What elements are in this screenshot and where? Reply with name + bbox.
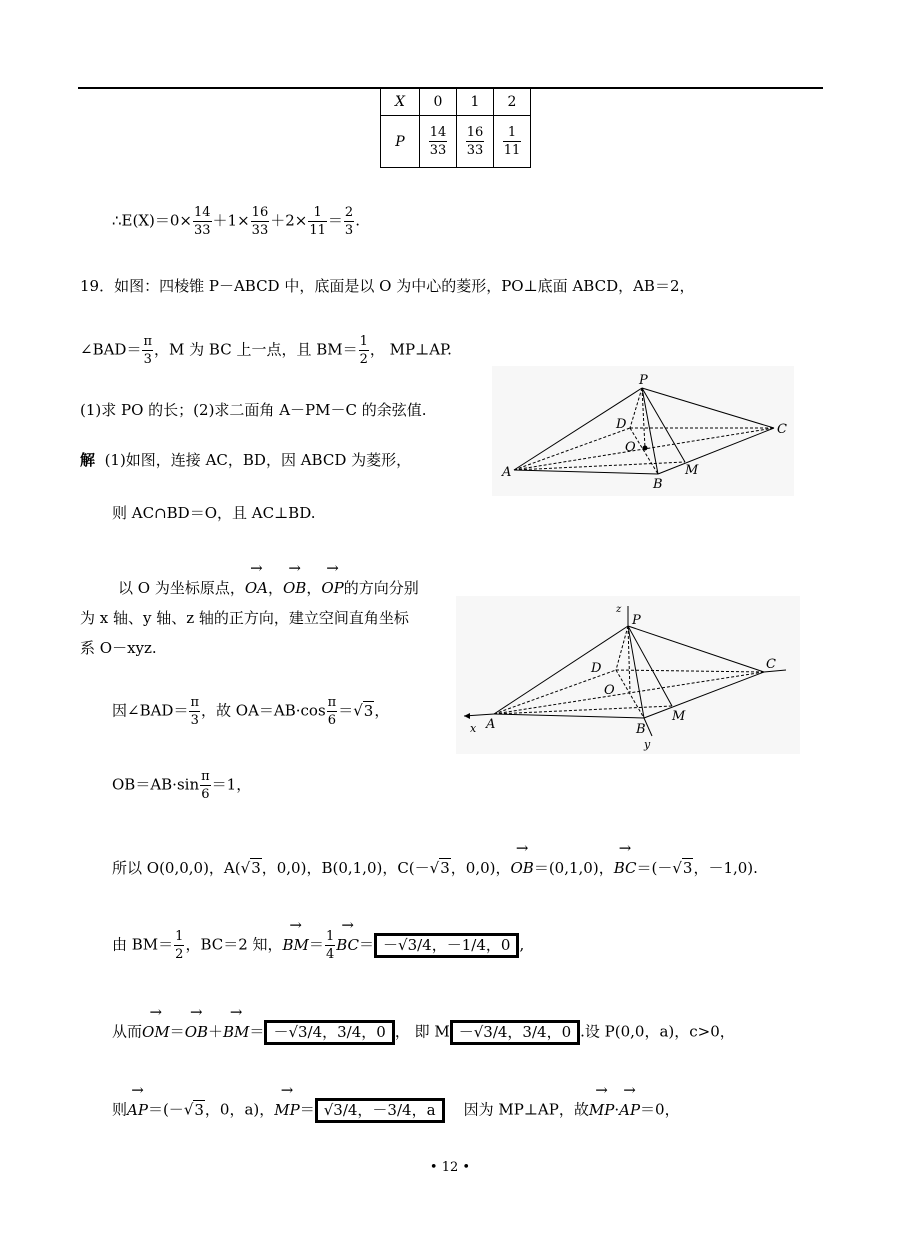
fig2-label: x: [470, 722, 477, 735]
fig2-label: P: [632, 613, 641, 628]
fig1-label: D: [616, 417, 627, 432]
fig2-label: D: [591, 661, 602, 676]
fig1-label: C: [777, 422, 787, 437]
table-row-label: P: [381, 116, 420, 168]
fig2-label: z: [616, 604, 622, 615]
problem-line-2: ∠BAD＝ $\frac{\pi}{3}$ ，M 为 BC 上一点，且 BM＝ $\frac{1}{2}$ ， MP⊥AP.: [80, 334, 452, 367]
fig2-label: O: [604, 683, 615, 698]
solution-line-1: 解 (1)如图，连接 AC，BD，因 ABCD 为菱形，: [80, 451, 412, 469]
pyramid-figure-2: [456, 596, 800, 754]
vector-bracket: －√3/4，－1/4，0: [374, 933, 519, 958]
fig1-label: M: [685, 463, 699, 478]
solution-line-10: 从而→ OM＝→ OB＋→ BM＝ －√3/4，3/4，0 ， 即 M －√3/4，3/4，0 .设 P(0,0，a)，c>0，: [112, 1020, 735, 1045]
table-cell: $\frac{16}{33}$: [457, 116, 494, 168]
problem-line-1: 19．如图：四棱锥 P－ABCD 中，底面是以 O 为中心的菱形，PO⊥底面 ABCD，AB＝2，: [80, 277, 695, 295]
fig1-label: O: [625, 440, 636, 455]
solution-line-2: 则 AC∩BD＝O，且 AC⊥BD.: [112, 504, 316, 522]
solution-line-7: OB＝AB·sin $\frac{\pi}{6}$ ＝1，: [112, 769, 252, 802]
fig1-label: B: [653, 477, 663, 492]
pyramid-figure-1: [492, 366, 794, 496]
table-row: [381, 116, 531, 168]
fig2-label: C: [766, 657, 776, 672]
problem-line-3: (1)求 PO 的长；(2)求二面角 A－PM－C 的余弦值.: [80, 401, 427, 419]
fig2-label: M: [672, 709, 686, 724]
fig2-label: B: [636, 722, 646, 737]
expectation-line: ∴E(X)＝0× $\frac{14}{33}$ ＋1× $\frac{16}{33}$ ＋2× $\frac{1}{11}$ ＝ $\frac{2}{3}$ .: [112, 205, 360, 238]
table-header-cell: 0: [420, 89, 457, 116]
fig1-label: P: [639, 373, 648, 388]
solution-line-3: 以 O 为坐标原点，→ OA，→ OB，→ OP的方向分别: [118, 578, 419, 598]
page-number: • 12 •: [429, 1160, 471, 1175]
solution-line-4: 为 x 轴、y 轴、z 轴的正方向，建立空间直角坐标: [80, 609, 409, 627]
solution-line-11: 则→ AP＝(－√3，0，a)，→ MP＝ √3/4，－3/4，a 因为 MP⊥AP，故→ MP·→ AP＝0，: [112, 1098, 680, 1123]
fig2-label: A: [486, 717, 496, 732]
solution-line-9: 由 BM＝ $\frac{1}{2}$ ，BC＝2 知，→ BM＝ $\frac{1}{4}$ → BC＝ －√3/4，－1/4，0 ,: [112, 930, 524, 961]
vector-bracket: －√3/4，3/4，0: [450, 1020, 580, 1045]
solution-line-8: 所以 O(0,0,0)，A(√3，0,0)，B(0,1,0)，C(－√3，0,0)，→ OB＝(0,1,0)，→ BC＝(－√3，－1,0).: [112, 858, 758, 878]
vector-bracket: －√3/4，3/4，0: [264, 1020, 394, 1045]
solution-line-6: 因∠BAD＝ $\frac{\pi}{3}$ ，故 OA＝AB·cos $\frac{\pi}{6}$ ＝√3，: [112, 695, 390, 728]
fig2-label: y: [644, 738, 651, 751]
solution-line-5: 系 O－xyz.: [80, 639, 157, 657]
table-header-cell: X: [381, 89, 420, 116]
table-cell: $\frac{1}{11}$: [494, 116, 531, 168]
solution-label: 解: [80, 451, 96, 469]
table-header-cell: 1: [457, 89, 494, 116]
distribution-table: [380, 88, 531, 168]
vector-bracket: √3/4，－3/4，a: [315, 1098, 445, 1123]
table-header-cell: 2: [494, 89, 531, 116]
table-row: [381, 89, 531, 116]
fig1-label: A: [502, 465, 512, 480]
table-cell: $\frac{14}{33}$: [420, 116, 457, 168]
